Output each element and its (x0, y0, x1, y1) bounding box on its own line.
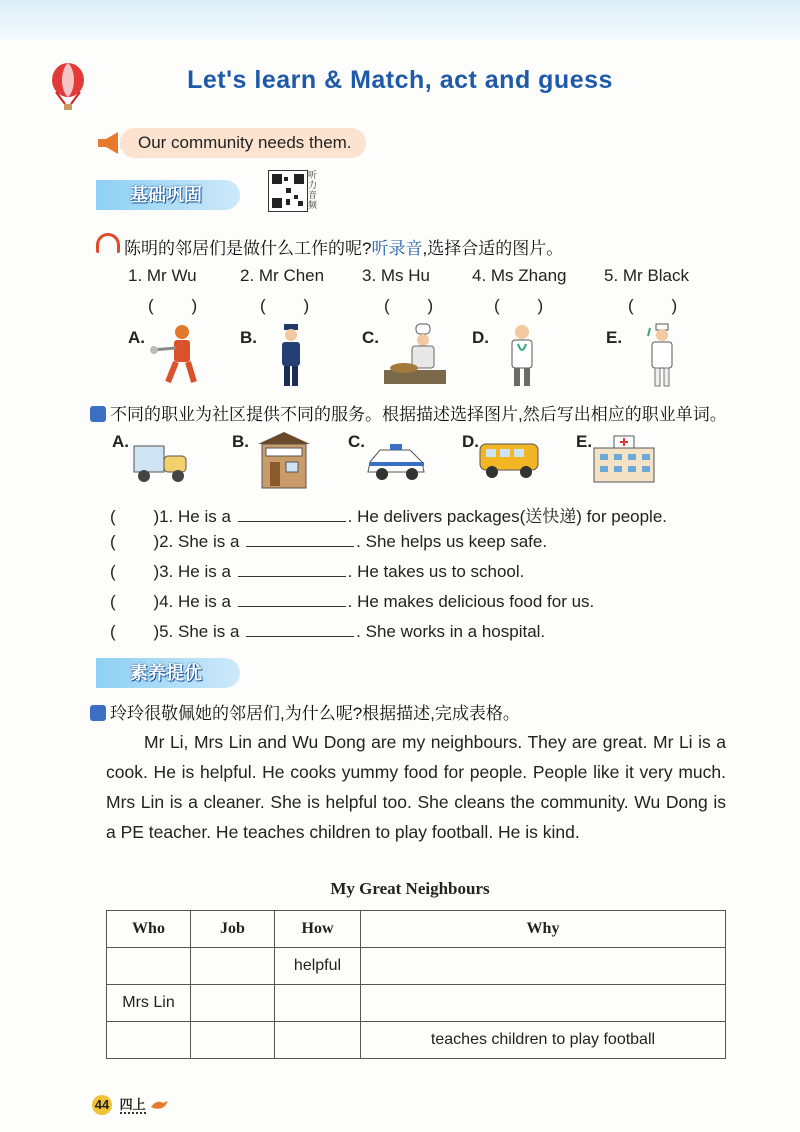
q2-letter-c: C. (348, 432, 365, 451)
police-officer-icon (276, 322, 306, 388)
q2-letter-e: E. (576, 432, 593, 451)
name-2: 2. Mr Chen (240, 266, 325, 285)
qr-code-icon[interactable] (268, 170, 308, 212)
qr-label: 听力音频 (308, 170, 318, 210)
table-title: My Great Neighbours (330, 879, 490, 898)
table-cell: Mrs Lin (107, 985, 191, 1022)
nurse-icon (644, 322, 680, 388)
name-4: 4. Ms Zhang (472, 266, 567, 285)
q1-letter-a: A. (128, 328, 145, 347)
section-banner-basic: 基础巩固 (96, 180, 240, 210)
number-icon (90, 705, 106, 721)
q2-instruction: 不同的职业为社区提供不同的服务。根据描述选择图片,然后写出相应的职业单词。 (90, 400, 727, 425)
bird-icon (149, 1097, 169, 1111)
table-row (107, 1022, 726, 1059)
table-cell[interactable] (361, 948, 726, 985)
answer-blank-5[interactable] (246, 622, 354, 637)
doctor-icon (506, 322, 538, 388)
cook-icon (382, 322, 448, 388)
page-title: Let's learn & Match, act and guess (187, 66, 613, 94)
header-job: Job (191, 911, 275, 948)
q2-letter-a: A. (112, 432, 129, 451)
name-1: 1. Mr Wu (128, 266, 197, 285)
table-cell[interactable] (275, 1022, 361, 1059)
sentence-3: ( )3. He is a . He takes us to school. (110, 562, 525, 581)
answer-blank-4[interactable] (238, 592, 346, 607)
answer-paren-2[interactable]: ( ) (260, 296, 310, 315)
q1-letter-c: C. (362, 328, 379, 347)
page-footer (92, 1094, 169, 1115)
table-cell[interactable] (361, 985, 726, 1022)
table-cell: teaches children to play football (361, 1022, 726, 1059)
q3-instruction: 玲玲很敬佩她的邻居们,为什么呢?根据描述,完成表格。 (90, 699, 520, 724)
answer-paren-5[interactable]: ( ) (628, 296, 678, 315)
grade-label: 四上 (119, 1097, 146, 1112)
number-icon (90, 406, 106, 422)
answer-paren-4[interactable]: ( ) (494, 296, 544, 315)
table-cell[interactable] (191, 985, 275, 1022)
shop-building-icon (256, 430, 312, 490)
sentence-2: ( )2. She is a . She helps us keep safe. (110, 532, 548, 551)
q1-instruction: 陈明的邻居们是做什么工作的呢?听录音,选择合适的图片。 (124, 239, 564, 258)
answer-blank-3[interactable] (238, 562, 346, 577)
name-3: 3. Ms Hu (362, 266, 431, 285)
neighbours-table (106, 910, 726, 1059)
section-banner-advanced: 素养提优 (96, 658, 240, 688)
table-row (107, 948, 726, 985)
table-cell[interactable] (275, 985, 361, 1022)
table-row (107, 985, 726, 1022)
school-bus-icon (478, 438, 542, 480)
hospital-icon (592, 434, 656, 484)
header-why: Why (361, 911, 726, 948)
name-5: 5. Mr Black (604, 266, 690, 285)
q1-letter-e: E. (606, 328, 623, 347)
q1-letter-b: B. (240, 328, 257, 347)
table-cell: helpful (275, 948, 361, 985)
sentence-1: ( )1. He is a . He delivers packages(送快递) for people. (110, 507, 668, 526)
headphones-icon (96, 233, 120, 253)
answer-paren-1[interactable]: ( ) (148, 296, 198, 315)
sentence-4: ( )4. He is a . He makes delicious food for us. (110, 592, 595, 611)
delivery-cart-icon (132, 440, 196, 484)
answer-blank-2[interactable] (246, 532, 354, 547)
q1-letter-d: D. (472, 328, 489, 347)
header-who: Who (107, 911, 191, 948)
reading-passage: Mr Li, Mrs Lin and Wu Dong are my neighbours. They are great. Mr Li is a cook. He is helpful. He cooks yummy food for people. People like it very much. Mrs Lin is a cleaner. She is helpful too. She cleans the community. Wu Dong is a PE teacher. He teaches children to play football. He is kind. (106, 732, 726, 842)
firefighter-icon (148, 322, 208, 386)
q2-letter-d: D. (462, 432, 479, 451)
table-cell[interactable] (191, 1022, 275, 1059)
table-cell[interactable] (107, 1022, 191, 1059)
table-cell[interactable] (191, 948, 275, 985)
q2-letter-b: B. (232, 432, 249, 451)
answer-blank-1[interactable] (238, 507, 346, 522)
hot-air-balloon-icon (48, 62, 88, 112)
subtitle-pill: Our community needs them. (120, 128, 366, 158)
page-number: 44 (92, 1095, 112, 1115)
answer-paren-3[interactable]: ( ) (384, 296, 434, 315)
top-band (0, 0, 800, 40)
header-how: How (275, 911, 361, 948)
sentence-5: ( )5. She is a . She works in a hospital. (110, 622, 546, 641)
table-cell[interactable] (107, 948, 191, 985)
police-car-icon (366, 438, 428, 482)
